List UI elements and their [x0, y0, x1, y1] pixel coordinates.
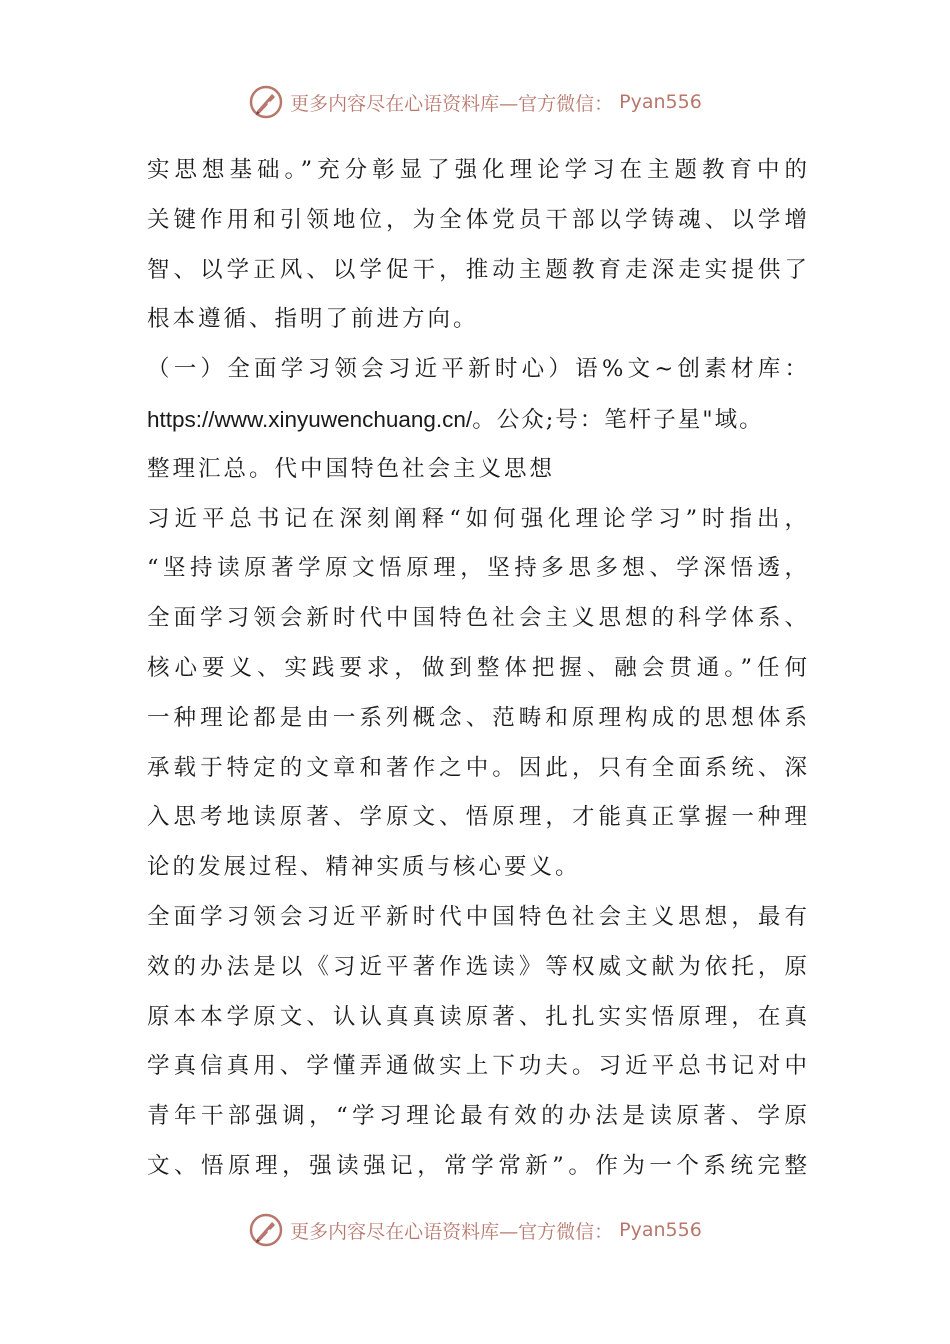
- document-body: [147, 146, 807, 1192]
- text-line: 全面学习领会新时代中国特色社会主义思想的科学体系、: [147, 605, 807, 632]
- text-line: 习近平总书记在深刻阐释“如何强化理论学习”时指出，: [147, 505, 807, 532]
- text-line: “坚持读原著学原文悟原理，坚持多思多想、学深悟透，: [147, 555, 807, 582]
- text-line: 根本遵循、指明了前进方向。: [147, 306, 479, 333]
- banner-wechat-id: Pyan556: [619, 1219, 702, 1241]
- text-line: 文、悟原理，强读强记，常学常新”。作为一个系统完整: [147, 1152, 807, 1179]
- text-line: 承载于特定的文章和著作之中。因此，只有全面系统、深: [147, 754, 807, 781]
- text-line: 效的办法是以《习近平著作选读》等权威文献为依托，原: [147, 953, 807, 980]
- text-line: 一种理论都是由一系列概念、范畴和原理构成的思想体系: [147, 704, 807, 731]
- header-banner: [0, 82, 950, 122]
- text-line: 入思考地读原著、学原文、悟原理，才能真正掌握一种理: [147, 804, 807, 831]
- url-line: [147, 395, 807, 445]
- banner-wechat-id: Pyan556: [619, 91, 702, 113]
- text-line: 关键作用和引领地位，为全体党员干部以学铸魂、以学增: [147, 206, 807, 233]
- section-heading-line: （一）全面学习领会习近平新时心）语%文~创素材库：: [147, 356, 807, 383]
- text-line: 学真信真用、学懂弄通做实上下功夫。习近平总书记对中: [147, 1053, 807, 1080]
- pen-nib-icon: [248, 84, 284, 120]
- text-line: 原本本学原文、认认真真读原著、扎扎实实悟原理，在真: [147, 1003, 807, 1030]
- official-account-note: 。公众;号：笔杆子星"域。: [472, 406, 764, 433]
- text-line: 青年干部强调，“学习理论最有效的办法是读原著、学原: [147, 1103, 807, 1130]
- footer-banner: [0, 1210, 950, 1250]
- text-line: 全面学习领会习近平新时代中国特色社会主义思想，最有: [147, 903, 807, 930]
- resource-url: https://www.xinyuwenchuang.cn/: [147, 406, 473, 432]
- text-line: 智、以学正风、以学促干，推动主题教育走深走实提供了: [147, 256, 807, 283]
- text-line: 核心要义、实践要求，做到整体把握、融会贯通。”任何: [147, 654, 807, 681]
- pen-nib-icon: [248, 1212, 284, 1248]
- banner-text: 更多内容尽在心语资料库—官方微信：: [290, 92, 614, 115]
- banner-text: 更多内容尽在心语资料库—官方微信：: [290, 1220, 614, 1243]
- text-line: 实思想基础。”充分彰显了强化理论学习在主题教育中的: [147, 157, 807, 183]
- text-line: 论的发展过程、精神实质与核心要义。: [147, 854, 581, 881]
- section-heading-line: 整理汇总。代中国特色社会主义思想: [147, 455, 556, 482]
